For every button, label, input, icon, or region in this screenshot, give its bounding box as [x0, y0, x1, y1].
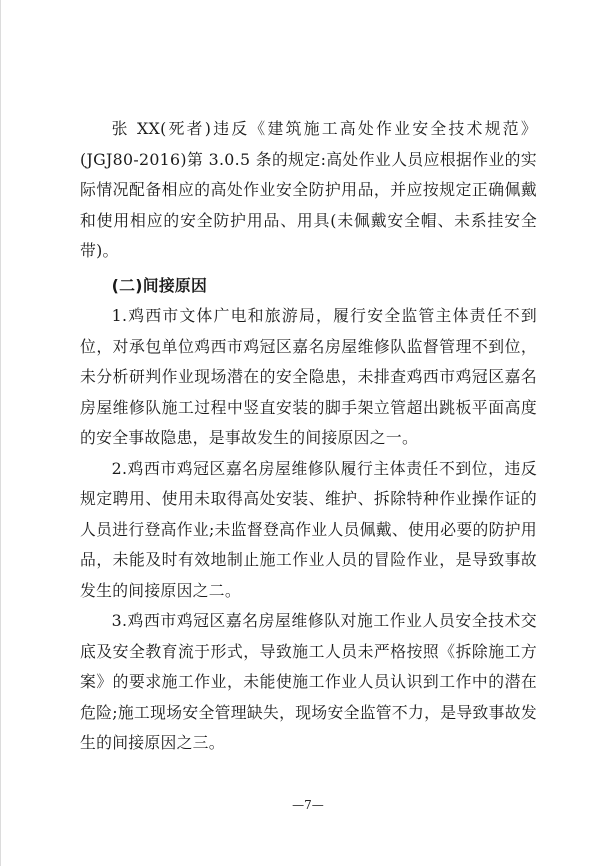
- page-number: —7—: [292, 798, 324, 812]
- paragraph-indirect-cause-2: 2.鸡西市鸡冠区嘉名房屋维修队履行主体责任不到位，违反规定聘用、使用未取得高处安装、维护、拆除特种作业操作证的人员进行登高作业;未监督登高作业人员佩戴、使用必要的防护用品，未能及时有效地制止施工作业人员的冒险作业，是导致事故发生的间接原因之二。: [80, 458, 537, 600]
- paragraph-indirect-cause-1: 1.鸡西市文体广电和旅游局，履行安全监管主体责任不到位，对承包单位鸡西市鸡冠区嘉名房屋维修队监督管理不到位，未分析研判作业现场潜在的安全隐患，未排查鸡西市鸡冠区嘉名房屋维修队施工过程中竖直安装的脚手架立管超出跳板平面高度的安全事故隐患，是事故发生的间接原因之一。: [80, 306, 537, 447]
- paragraph-indirect-cause-3: 3.鸡西市鸡冠区嘉名房屋维修队对施工作业人员安全技术交底及安全教育流于形式，导致施工人员未严格按照《拆除施工方案》的要求施工作业，未能使施工作业人员认识到工作中的潜在危险;施工现场安全管理缺失，现场安全监管不力，是导致事故发生的间接原因之三。: [80, 611, 537, 752]
- section-heading-indirect-causes: (二)间接原因: [111, 275, 208, 295]
- document-body: [80, 114, 537, 759]
- paragraph-direct-cause: 张 XX(死者)违反《建筑施工高处作业安全技术规范》(JGJ80-2016)第 3.0.5 条的规定:高处作业人员应根据作业的实际情况配备相应的高处作业安全防护用品，并应按规定正确佩戴和使用相应的安全防护用品、用具(未佩戴安全帽、未系挂安全带)。: [80, 119, 537, 260]
